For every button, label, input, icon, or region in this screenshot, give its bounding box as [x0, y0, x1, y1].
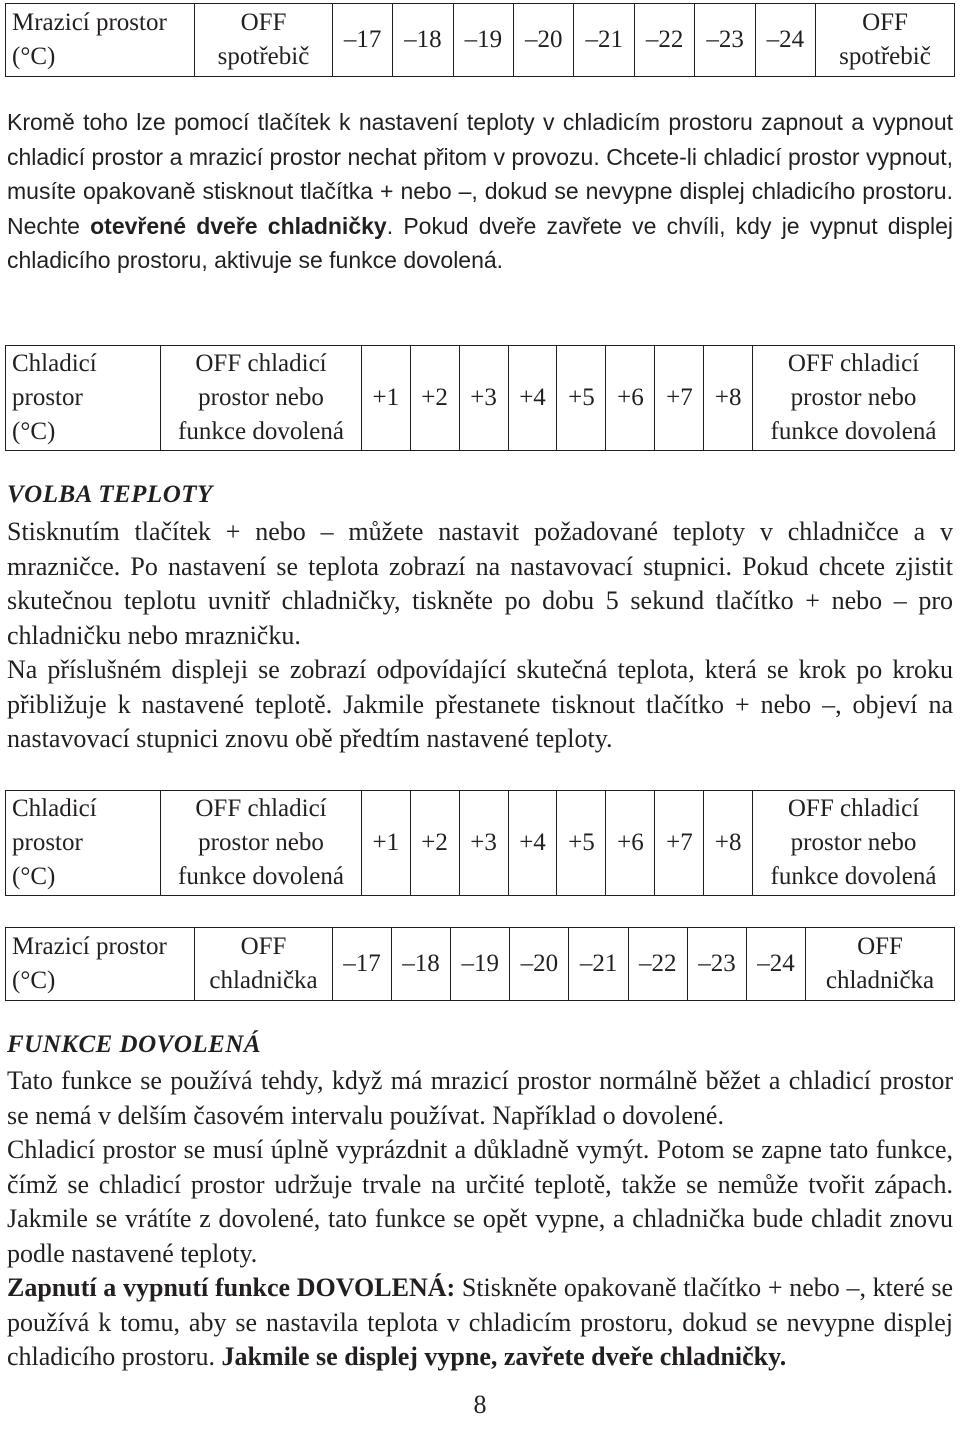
freezer2-value: –21: [569, 928, 628, 1000]
freezer2-off-right-line-1: OFF: [857, 933, 903, 960]
volba-teploty-heading: VOLBA TEPLOTY: [7, 481, 213, 508]
freezer2-off-right-cell: [806, 928, 955, 1001]
freezer-label-cell: [6, 4, 195, 77]
freezer-values-cell: [333, 4, 816, 77]
freezer-value: –23: [695, 4, 755, 76]
fridge2-label-line-2: prostor: [12, 829, 83, 856]
funkce-dovolena-bold-lead: Zapnutí a vypnutí funkce DOVOLENÁ:: [7, 1273, 456, 1302]
fridge-value: +4: [508, 346, 557, 450]
fridge-value: +7: [655, 346, 704, 450]
volba-teploty-paragraph-2: Na příslušném displeji se zobrazí odpovídající skutečná teplota, která se krok po kroku přibližuje k nastavené teplotě. Jakmile přestanete tisknout tlačítko + nebo –, objeví na nastavovací stupnici znovu obě předtím nastavené teploty.: [7, 655, 953, 753]
fridge2-off-left-line-2: prostor nebo: [198, 829, 324, 856]
fridge2-value: +8: [714, 829, 742, 856]
freezer-temperature-table: [5, 3, 955, 77]
intro-bold-text: otevřené dveře chladničky: [90, 212, 387, 239]
fridge-label-line-1: Chladicí: [12, 350, 97, 377]
freezer-value: –22: [634, 4, 694, 76]
freezer2-value: –20: [510, 928, 569, 1000]
freezer2-values-cell: [333, 928, 806, 1001]
funkce-dovolena-bold-tail: Jakmile se displej vypne, zavřete dveře chladničky.: [221, 1342, 787, 1371]
fridge-value: +3: [459, 346, 508, 450]
fridge-off-left-line-1: OFF chladicí: [195, 350, 327, 377]
freezer-values-row: [333, 4, 815, 76]
freezer2-value: –19: [451, 928, 510, 1000]
freezer2-value: –24: [757, 950, 795, 977]
fridge2-label-line-1: Chladicí: [12, 795, 97, 822]
fridge-label-cell: [6, 346, 161, 451]
funkce-dovolena-section: [7, 1064, 953, 1375]
fridge2-value: +7: [655, 791, 704, 895]
page-number: 8: [473, 1390, 487, 1419]
fridge2-label-cell: [6, 791, 161, 896]
funkce-dovolena-instruction: Stiskněte opakovaně tlačítko + nebo –, které se používá k tomu, aby se nastavila teplota v chladicím prostoru, dokud se nevypne displej chladicího prostoru.: [7, 1273, 953, 1371]
fridge2-value: +1: [362, 791, 410, 895]
fridge2-value: +2: [410, 791, 459, 895]
fridge2-off-left-cell: [161, 791, 362, 896]
fridge2-value: +5: [557, 791, 606, 895]
intro-section: [7, 105, 953, 278]
freezer2-label-line-1: Mrazicí prostor: [12, 933, 167, 960]
freezer-temperature-table-2: [5, 927, 955, 1001]
freezer-value: –19: [453, 4, 513, 76]
intro-paragraph: [7, 105, 953, 278]
fridge-off-left-line-2: prostor nebo: [198, 384, 324, 411]
fridge-value: +8: [714, 384, 742, 411]
fridge-off-right-cell: [753, 346, 955, 451]
fridge2-value: +3: [459, 791, 508, 895]
freezer2-values-row: [333, 928, 805, 1000]
funkce-dovolena-heading: FUNKCE DOVOLENÁ: [7, 1031, 262, 1058]
fridge-values-cell: [362, 346, 753, 451]
fridge2-value: +6: [606, 791, 655, 895]
freezer-off-right-line-1: OFF: [862, 9, 908, 36]
fridge2-off-right-cell: [753, 791, 955, 896]
fridge-label-line-2: prostor: [12, 384, 83, 411]
fridge-value: +2: [410, 346, 459, 450]
fridge2-off-right-line-1: OFF chladicí: [787, 795, 920, 822]
freezer2-label-cell: [6, 928, 195, 1001]
fridge2-off-right-line-3: funkce dovolená: [770, 863, 937, 890]
freezer-label-line-1: Mrazicí prostor: [12, 9, 167, 36]
fridge2-off-left-line-1: OFF chladicí: [195, 795, 327, 822]
fridge-off-left-line-3: funkce dovolená: [178, 418, 344, 445]
fridge2-values-row: [362, 791, 752, 895]
freezer2-value: –22: [628, 928, 687, 1000]
funkce-dovolena-paragraph-3: [7, 1271, 953, 1375]
fridge2-off-left-line-3: funkce dovolená: [178, 863, 344, 890]
freezer-off-left-cell: [195, 4, 333, 77]
fridge-temperature-table-2: [5, 790, 955, 896]
freezer-value: –20: [514, 4, 574, 76]
fridge-off-right-line-2: prostor nebo: [790, 384, 917, 411]
fridge-label-line-3: (°C): [12, 418, 56, 445]
fridge2-value: +4: [508, 791, 557, 895]
freezer-off-right-line-2: spotřebič: [839, 43, 931, 70]
freezer2-value: –17: [333, 928, 391, 1000]
freezer2-off-left-line-1: OFF: [240, 933, 287, 960]
fridge-off-right-line-1: OFF chladicí: [787, 350, 920, 377]
funkce-dovolena-paragraph-2: Chladicí prostor se musí úplně vyprázdnit a důkladně vymýt. Potom se zapne tato funkce, čímž se chladicí prostor udržuje trvale na určité teplotě, takže se nemůže tvořit zápach. Jakmile se vrátíte z dovolené, tato funkce se opět vypne, a chladnička bude chladit znovu podle nastavené teploty.: [7, 1135, 953, 1268]
freezer2-value: –23: [687, 928, 746, 1000]
freezer-value: –21: [574, 4, 634, 76]
fridge-values-row: [362, 346, 752, 450]
freezer2-value: –18: [391, 928, 450, 1000]
fridge2-off-right-line-2: prostor nebo: [790, 829, 917, 856]
fridge-value: +1: [362, 346, 410, 450]
volba-teploty-paragraph-1: Stisknutím tlačítek + nebo – můžete nastavit požadované teploty v chladničce a v mrazničce. Po nastavení se teplota zobrazí na nastavovací stupnici. Pokud chcete zjistit skutečnou teplotu uvnitř chladničky, tiskněte po dobu 5 sekund tlačítko + nebo – pro chladničku nebo mrazničku.: [7, 517, 953, 650]
fridge-temperature-table-1: [5, 345, 955, 451]
fridge-value: +5: [557, 346, 606, 450]
freezer-value: –18: [393, 4, 453, 76]
fridge-value: +6: [606, 346, 655, 450]
fridge2-label-line-3: (°C): [12, 863, 56, 890]
fridge-off-left-cell: [161, 346, 362, 451]
fridge-off-right-line-3: funkce dovolená: [770, 418, 937, 445]
freezer2-label-line-2: (°C): [12, 967, 56, 994]
funkce-dovolena-paragraph-1: Tato funkce se používá tehdy, když má mrazicí prostor normálně běžet a chladicí prostor se nemá v delším časovém intervalu používat. Například o dovolené.: [7, 1066, 953, 1130]
volba-teploty-section: [7, 515, 953, 757]
freezer-value: –24: [766, 26, 805, 53]
freezer-value: –17: [333, 4, 393, 76]
freezer2-off-left-line-2: chladnička: [209, 967, 318, 994]
intro-text-2: . Pokud dveře zavřete ve chvíli, kdy je vypnut displej chladicího prostoru, aktivuje se funkce dovolená.: [7, 212, 954, 273]
freezer-label-line-2: (°C): [12, 43, 56, 70]
freezer-off-left-line-2: spotřebič: [217, 43, 310, 70]
freezer2-off-left-cell: [195, 928, 333, 1001]
freezer-off-left-line-1: OFF: [240, 9, 287, 36]
freezer-off-right-cell: [816, 4, 955, 77]
freezer2-off-right-line-2: chladnička: [825, 967, 935, 994]
fridge2-values-cell: [362, 791, 753, 896]
intro-text-1: Kromě toho lze pomocí tlačítek k nastavení teploty v chladicím prostoru zapnout a vypnout chladicí prostor a mrazicí prostor nechat přitom v provozu. Chcete-li chladicí prostor vypnout, musíte opakovaně stisknout tlačítka + nebo –, dokud se nevypne displej chladicího prostoru. Nechte: [7, 109, 953, 239]
